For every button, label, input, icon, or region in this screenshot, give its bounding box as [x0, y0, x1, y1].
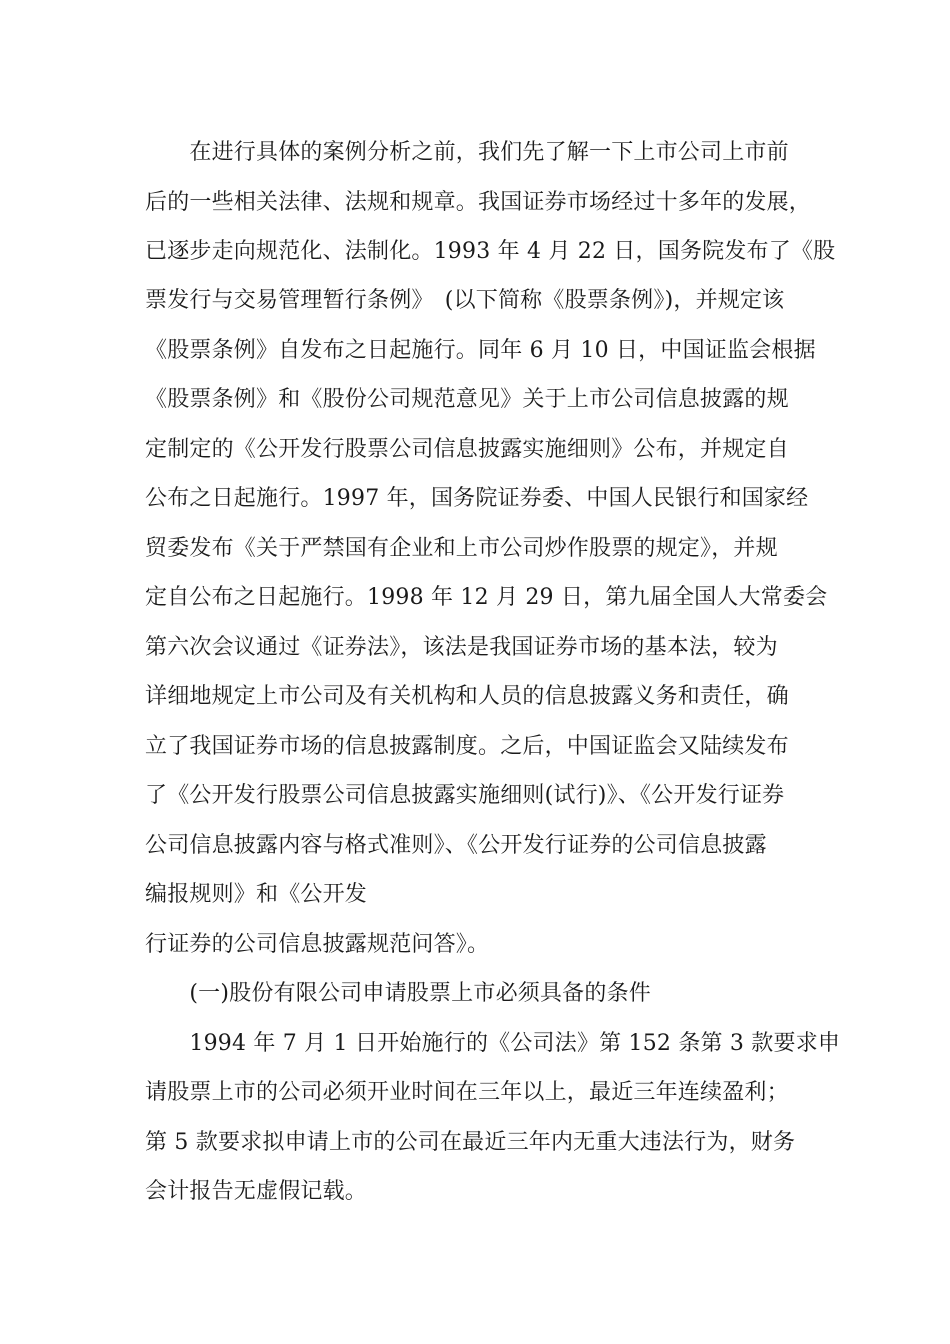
- paragraph-line: 1994 年 7 月 1 日开始施行的《公司法》第 152 条第 3 款要求申: [145, 1031, 841, 1056]
- paragraph-line: 定自公布之日起施行。1998 年 12 月 29 日，第九届全国人大常委会: [145, 585, 828, 610]
- paragraph-line: 《股票条例》自发布之日起施行。同年 6 月 10 日，中国证监会根据: [145, 338, 816, 363]
- paragraph-line: 行证券的公司信息披露规范问答》。: [145, 932, 490, 957]
- paragraph-line: 公布之日起施行。1997 年，国务院证券委、中国人民银行和国家经: [145, 486, 809, 511]
- paragraph-line: 《股票条例》和《股份公司规范意见》关于上市公司信息披露的规: [145, 387, 789, 412]
- section-heading: (一)股份有限公司申请股票上市必须具备的条件: [145, 981, 651, 1006]
- paragraph-line: 立了我国证券市场的信息披露制度。之后，中国证监会又陆续发布: [145, 734, 789, 759]
- paragraph-line: 票发行与交易管理暂行条例》 (以下简称《股票条例》)，并规定该: [145, 288, 785, 313]
- paragraph-line: 第六次会议通过《证券法》，该法是我国证券市场的基本法，较为: [145, 635, 778, 660]
- paragraph-line: 请股票上市的公司必须开业时间在三年以上，最近三年连续盈利；: [145, 1080, 789, 1105]
- paragraph-line: 公司信息披露内容与格式准则》、《公开发行证券的公司信息披露: [145, 833, 767, 858]
- paragraph-line: 贸委发布《关于严禁国有企业和上市公司炒作股票的规定》，并规: [145, 536, 778, 561]
- paragraph-line: 会计报告无虚假记载。: [145, 1179, 368, 1204]
- paragraph-line: 编报规则》和《公开发: [145, 882, 368, 907]
- paragraph-line: 定制定的《公开发行股票公司信息披露实施细则》公布，并规定自: [145, 437, 789, 462]
- paragraph-line: 后的一些相关法律、法规和规章。我国证券市场经过十多年的发展，: [145, 190, 812, 215]
- paragraph-line: 已逐步走向规范化、法制化。1993 年 4 月 22 日，国务院发布了《股: [145, 239, 836, 264]
- paragraph-line: 详细地规定上市公司及有关机构和人员的信息披露义务和责任，确: [145, 684, 789, 709]
- paragraph-line: 在进行具体的案例分析之前，我们先了解一下上市公司上市前: [145, 140, 789, 165]
- paragraph-line: 第 5 款要求拟申请上市的公司在最近三年内无重大违法行为，财务: [145, 1130, 796, 1155]
- paragraph-line: 了《公开发行股票公司信息披露实施细则(试行)》、《公开发行证券: [145, 783, 785, 808]
